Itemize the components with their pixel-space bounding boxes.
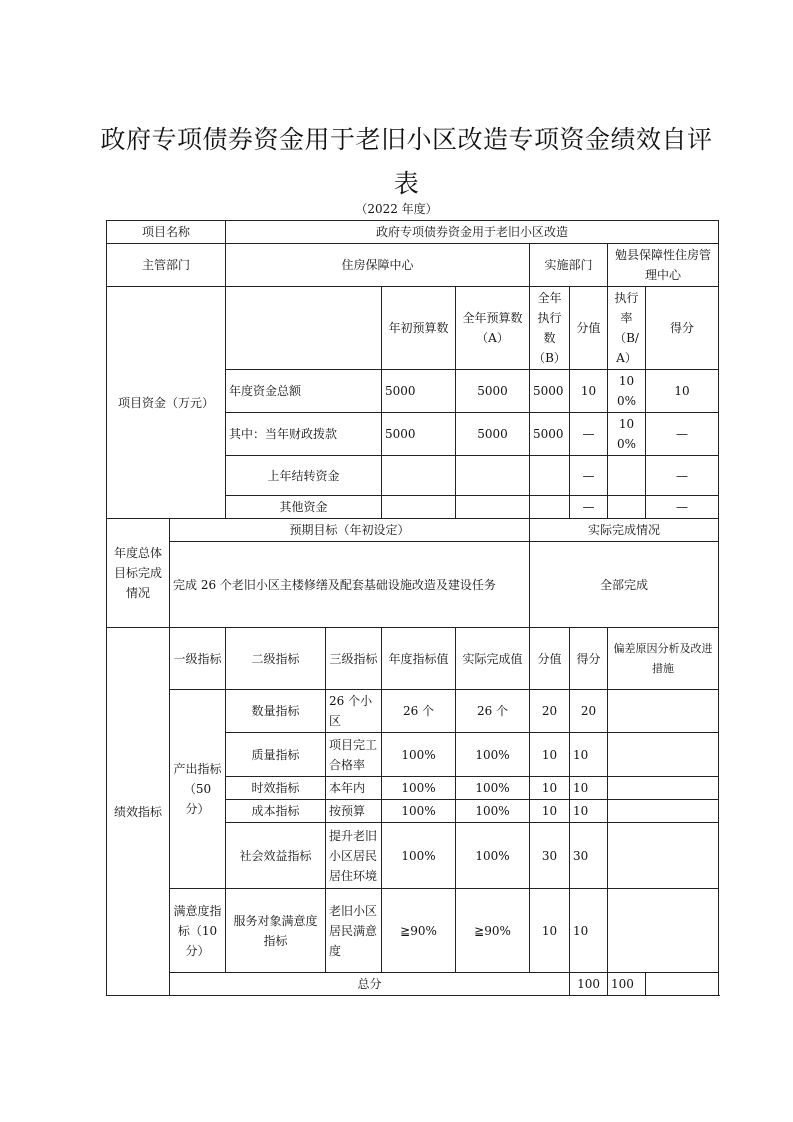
funds-cell: 100%	[608, 413, 646, 456]
deviation-note	[608, 889, 719, 973]
funds-cell: 5000	[530, 413, 570, 456]
got-value: 10	[570, 889, 608, 973]
target-value: ≧90%	[382, 889, 456, 973]
funds-cell	[608, 456, 646, 496]
perf-header: 分值	[530, 628, 570, 690]
funds-header: 全年预算数（A）	[456, 287, 530, 370]
funds-cell: —	[646, 456, 719, 496]
actual-goal-header: 实际完成情况	[530, 519, 719, 542]
funds-cell	[382, 456, 456, 496]
funds-row-name: 其他资金	[226, 496, 382, 519]
evaluation-table	[106, 220, 719, 996]
level2-indicator: 时效指标	[226, 777, 326, 800]
funds-row-name: 年度资金总额	[226, 370, 382, 413]
target-value: 26 个	[382, 690, 456, 733]
got-value: 10	[570, 733, 608, 777]
funds-cell: 10	[570, 370, 608, 413]
got-value: 10	[570, 800, 608, 823]
perf-header: 得分	[570, 628, 608, 690]
funds-cell	[382, 496, 456, 519]
funds-row-name: 其中：当年财政拨款	[226, 413, 382, 456]
total-score: 100	[570, 973, 608, 996]
funds-cell: 100%	[608, 370, 646, 413]
level3-indicator: 项目完工合格率	[326, 733, 382, 777]
deviation-note	[608, 800, 719, 823]
funds-cell: 10	[646, 370, 719, 413]
score-value: 10	[530, 777, 570, 800]
satisfaction-indicator-label: 满意度指标（10 分）	[170, 889, 226, 973]
project-name-value: 政府专项债券资金用于老旧小区改造	[226, 221, 719, 244]
deviation-note	[608, 733, 719, 777]
dept-value: 住房保障中心	[226, 244, 530, 287]
target-value: 100%	[382, 733, 456, 777]
deviation-note	[608, 690, 719, 733]
actual-value: ≧90%	[456, 889, 530, 973]
target-value: 100%	[382, 800, 456, 823]
funds-cell	[456, 456, 530, 496]
funds-row-name: 上年结转资金	[226, 456, 382, 496]
level2-indicator: 数量指标	[226, 690, 326, 733]
expected-goal-text: 完成 26 个老旧小区主楼修缮及配套基础设施改造及建设任务	[170, 542, 530, 628]
funds-cell	[530, 456, 570, 496]
level3-indicator: 按预算	[326, 800, 382, 823]
perf-header: 三级指标	[326, 628, 382, 690]
level3-indicator: 老旧小区居民满意度	[326, 889, 382, 973]
dept-label: 主管部门	[107, 244, 226, 287]
score-value: 20	[530, 690, 570, 733]
goals-label: 年度总体目标完成情况	[107, 519, 170, 628]
score-value: 10	[530, 800, 570, 823]
funds-header: 年初预算数	[382, 287, 456, 370]
level2-indicator: 社会效益指标	[226, 823, 326, 889]
funds-cell: 5000	[456, 370, 530, 413]
funds-header: 得分	[646, 287, 719, 370]
perf-header: 实际完成值	[456, 628, 530, 690]
actual-value: 100%	[456, 733, 530, 777]
level3-indicator: 提升老旧小区居民居住环境	[326, 823, 382, 889]
funds-cell: —	[646, 496, 719, 519]
funds-cell: —	[570, 413, 608, 456]
score-value: 10	[530, 733, 570, 777]
target-value: 100%	[382, 823, 456, 889]
output-indicator-label: 产出指标（50 分）	[170, 690, 226, 889]
deviation-note	[608, 823, 719, 889]
level2-indicator: 服务对象满意度指标	[226, 889, 326, 973]
target-value: 100%	[382, 777, 456, 800]
got-value: 10	[570, 777, 608, 800]
project-name-label: 项目名称	[107, 221, 226, 244]
funds-cell	[608, 496, 646, 519]
perf-header: 年度指标值	[382, 628, 456, 690]
funds-cell: —	[646, 413, 719, 456]
funds-cell: 5000	[456, 413, 530, 456]
score-value: 30	[530, 823, 570, 889]
level3-indicator: 26 个小区	[326, 690, 382, 733]
funds-cell: —	[570, 496, 608, 519]
expected-goal-header: 预期目标（年初设定）	[170, 519, 530, 542]
funds-header: 全年执行数（B）	[530, 287, 570, 370]
perf-label: 绩效指标	[107, 628, 170, 996]
actual-value: 100%	[456, 777, 530, 800]
total-note	[646, 973, 719, 996]
funds-cell: —	[570, 456, 608, 496]
level2-indicator: 质量指标	[226, 733, 326, 777]
impl-label: 实施部门	[530, 244, 608, 287]
page-title: 政府专项债券资金用于老旧小区改造专项资金绩效自评表	[100, 125, 713, 198]
total-got: 100	[608, 973, 646, 996]
funds-cell	[456, 496, 530, 519]
deviation-note	[608, 777, 719, 800]
level2-indicator: 成本指标	[226, 800, 326, 823]
actual-value: 100%	[456, 823, 530, 889]
perf-header: 偏差原因分析及改进措施	[608, 628, 719, 690]
funds-cell	[530, 496, 570, 519]
funds-header: 执行率（B/A）	[608, 287, 646, 370]
total-label: 总分	[170, 973, 570, 996]
year-label: （2022 年度）	[355, 202, 438, 216]
funds-header-blank	[226, 287, 382, 370]
got-value: 30	[570, 823, 608, 889]
funds-cell: 5000	[530, 370, 570, 413]
actual-value: 100%	[456, 800, 530, 823]
score-value: 10	[530, 889, 570, 973]
funds-header: 分值	[570, 287, 608, 370]
got-value: 20	[570, 690, 608, 733]
actual-goal-text: 全部完成	[530, 542, 719, 628]
perf-header: 一级指标	[170, 628, 226, 690]
actual-value: 26 个	[456, 690, 530, 733]
impl-value: 勉县保障性住房管理中心	[608, 244, 719, 287]
level3-indicator: 本年内	[326, 777, 382, 800]
funds-label: 项目资金（万元）	[107, 287, 226, 519]
perf-header: 二级指标	[226, 628, 326, 690]
funds-cell: 5000	[382, 370, 456, 413]
funds-cell: 5000	[382, 413, 456, 456]
